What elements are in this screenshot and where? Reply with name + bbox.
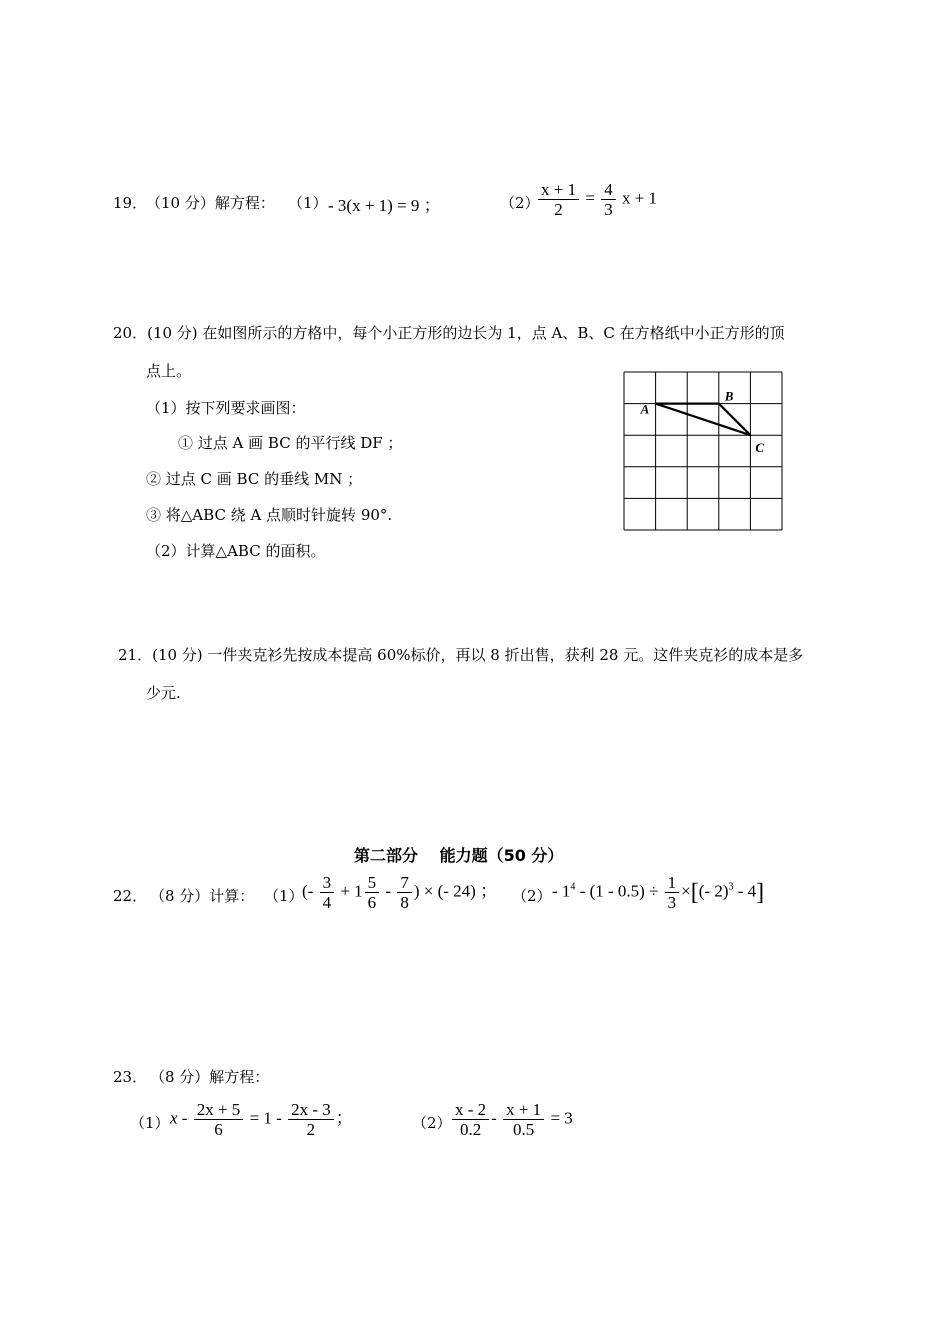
q23-p1-mid: = 1 - <box>249 1108 282 1128</box>
q20-item3: ③ 将△ABC 绕 A 点顺时针旋转 90°. <box>146 506 393 524</box>
q22-p2-inner: (- 2) <box>698 881 729 901</box>
q23-header: （8 分）解方程： <box>150 1068 270 1086</box>
q22-p1-open: (- <box>302 881 314 901</box>
q20-item1: ① 过点 A 画 BC 的平行线 DF ； <box>178 434 403 452</box>
q23-p1-f2-num: 2x - 3 <box>288 1100 334 1120</box>
q22-part2-label: （2） <box>512 887 552 905</box>
q19-part2-equation <box>536 180 657 219</box>
q21-line1: 21．(10 分) 一件夹克衫先按成本提高 60%标价，再以 8 折出售，获利 28 元。这件夹克衫的成本是多 <box>118 646 804 664</box>
right-bracket-icon: ] <box>756 879 765 906</box>
q20-sub1: （1）按下列要求画图： <box>146 399 306 417</box>
label-b: B <box>724 388 734 404</box>
q22-p2-f-num: 1 <box>665 873 680 893</box>
q19-p2-fraction-numerator: x + 1 <box>538 180 579 200</box>
q22-part1-label: （1） <box>264 887 304 905</box>
q19-p2-tail: x + 1 <box>621 188 658 208</box>
q22-p1-minus: - <box>385 881 392 901</box>
q19-part1-label: （1） <box>288 194 328 212</box>
q23-p2-f1-den: 0.2 <box>459 1120 482 1139</box>
q19-p2-coef-numerator: 4 <box>601 180 616 200</box>
left-bracket-icon: [ <box>690 879 699 906</box>
q23-p1-end: ； <box>335 1108 353 1128</box>
q19-header: （10 分）解方程： <box>146 194 275 212</box>
q23-p1-f1-num: 2x + 5 <box>194 1100 244 1120</box>
q22-p1-f2-num: 5 <box>365 873 380 893</box>
q19-p2-fraction-denominator: 2 <box>554 200 563 219</box>
q22-p1-f2-den: 6 <box>367 893 377 912</box>
q23-p2-f2-den: 0.5 <box>513 1120 535 1139</box>
q19-part2-label: （2） <box>500 194 540 212</box>
q22-p2-f-den: 3 <box>667 893 677 912</box>
q22-p2-exponent: 4 <box>570 881 576 893</box>
q23-p2-end: = 3 <box>550 1108 573 1128</box>
q20-line1: 20．(10 分) 在如图所示的方格中，每个小正方形的边长为 1，点 A、B、C 在方格纸中小正方形的顶 <box>113 324 785 342</box>
q23-p2-f2-num: x + 1 <box>503 1100 544 1120</box>
q22-p1-plus: + 1 <box>340 881 363 901</box>
q20-sub2: （2）计算△ABC 的面积。 <box>146 542 326 560</box>
q19-number: 19． <box>113 194 148 212</box>
q23-number: 23． <box>113 1068 148 1086</box>
q23-part1-label: （1） <box>130 1114 170 1132</box>
q19-p2-coef-denominator: 3 <box>604 200 613 219</box>
q20-item2: ② 过点 C 画 BC 的垂线 MN ； <box>146 470 363 488</box>
triangle-abc <box>656 404 751 436</box>
q22-p2-inner-exponent: 3 <box>728 881 734 893</box>
q22-header: （8 分）计算： <box>150 887 255 905</box>
q22-number: 22． <box>113 887 148 905</box>
q21-line2: 少元. <box>146 684 181 702</box>
q22-part1-expression <box>302 873 497 912</box>
q22-p2-mid: - (1 - 0.5) ÷ <box>579 881 659 901</box>
q23-part2-label: （2） <box>412 1114 452 1132</box>
q23-p1-x: x - <box>170 1108 188 1128</box>
q22-p2-inner-end: - 4 <box>737 881 757 901</box>
q23-part2-equation <box>450 1100 573 1139</box>
q20-grid-figure <box>618 366 790 536</box>
q23-p2-f1-num: x - 2 <box>452 1100 489 1120</box>
q23-p1-f1-den: 6 <box>214 1120 223 1139</box>
q22-p2-times: × <box>681 881 691 901</box>
q23-part1-equation <box>170 1100 353 1139</box>
q22-p1-f1-den: 4 <box>322 893 332 912</box>
q22-p2-start: - 1 <box>552 881 571 901</box>
q23-p2-minus: - <box>491 1108 497 1128</box>
q22-p1-f1-num: 3 <box>320 873 335 893</box>
q20-line2: 点上。 <box>146 362 192 380</box>
q23-p1-f2-den: 2 <box>306 1120 316 1139</box>
q22-part2-expression <box>552 873 764 912</box>
q22-p1-f3-num: 7 <box>397 873 412 893</box>
q22-p1-f3-den: 8 <box>400 893 409 912</box>
label-a: A <box>640 401 650 417</box>
q19-p2-equals: = <box>585 188 595 208</box>
q22-p1-close: ) × (- 24) ； <box>413 881 498 901</box>
label-c: C <box>755 440 765 456</box>
q19-part1-equation: - 3(x + 1) = 9 ； <box>328 196 441 215</box>
part2-title: 第二部分 能力题（50 分） <box>354 846 564 865</box>
